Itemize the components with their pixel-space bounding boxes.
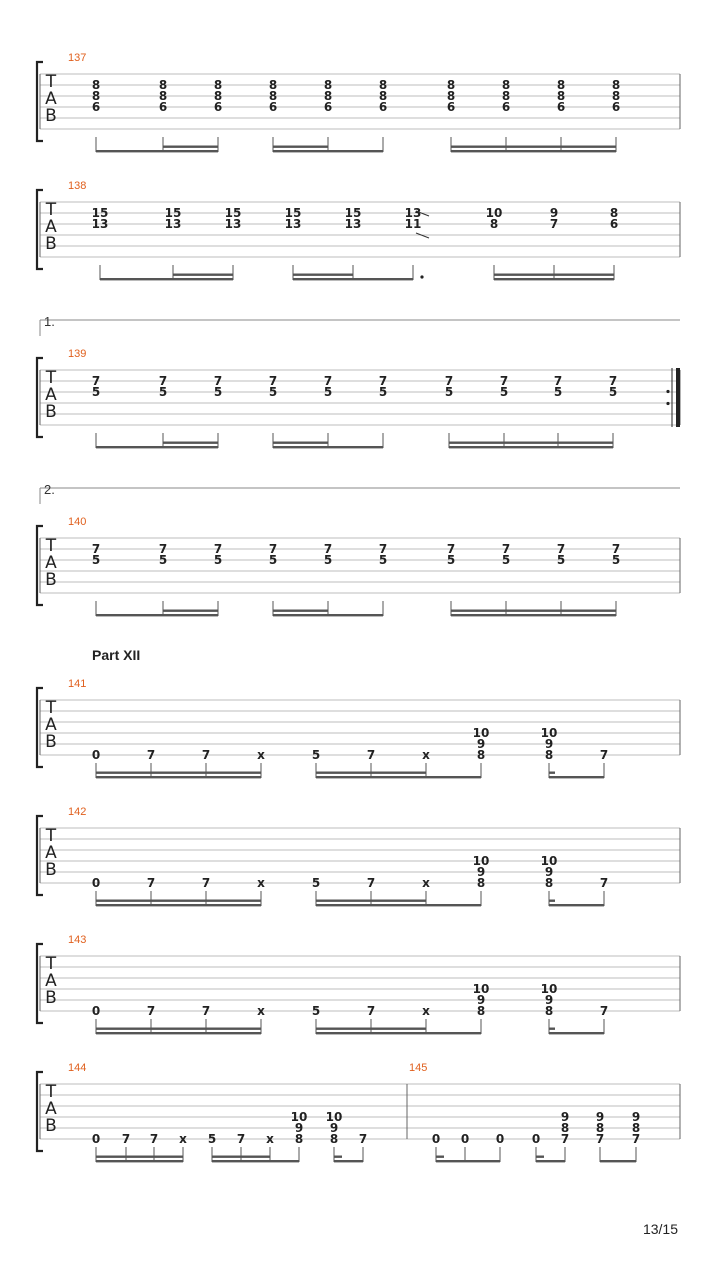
fret-number: 0 bbox=[531, 1132, 541, 1146]
tab-clef-t: T bbox=[45, 826, 57, 846]
fret-number: 7 bbox=[611, 542, 621, 556]
fret-number: 6 bbox=[556, 100, 566, 114]
beam bbox=[451, 150, 616, 152]
fret-number: 8 bbox=[91, 78, 101, 92]
fret-number: 13 bbox=[91, 217, 109, 231]
tab-clef-b: B bbox=[45, 732, 57, 752]
fret-number: 9 bbox=[294, 1121, 304, 1135]
fret-number: 6 bbox=[158, 100, 168, 114]
fret-number: 7 bbox=[146, 876, 156, 890]
beam bbox=[212, 1160, 299, 1162]
measure-number: 140 bbox=[68, 516, 87, 528]
fret-number: 8 bbox=[631, 1121, 641, 1135]
fret-number: 8 bbox=[560, 1121, 570, 1135]
fret-number: 7 bbox=[599, 1004, 609, 1018]
beam bbox=[600, 1160, 636, 1162]
measure-number: 139 bbox=[68, 348, 87, 360]
fret-number: 7 bbox=[560, 1132, 570, 1146]
beam bbox=[549, 776, 604, 778]
fret-number: 8 bbox=[501, 89, 511, 103]
fret-number: 7 bbox=[358, 1132, 368, 1146]
tab-clef-b: B bbox=[45, 860, 57, 880]
beam bbox=[100, 278, 233, 280]
fret-number: 5 bbox=[444, 385, 454, 399]
fret-number: 0 bbox=[91, 1132, 101, 1146]
sub-beam bbox=[273, 610, 328, 612]
fret-number: 7 bbox=[378, 374, 388, 388]
beam bbox=[436, 1160, 500, 1162]
fret-number: 10 bbox=[472, 726, 490, 740]
fret-number: 5 bbox=[499, 385, 509, 399]
fret-number: 6 bbox=[611, 100, 621, 114]
fret-number: 7 bbox=[121, 1132, 131, 1146]
fret-number: 5 bbox=[323, 385, 333, 399]
fret-number: 7 bbox=[446, 542, 456, 556]
fret-number: 7 bbox=[213, 374, 223, 388]
fret-number: 8 bbox=[268, 78, 278, 92]
fret-number: x bbox=[422, 876, 430, 890]
fret-number: 8 bbox=[544, 876, 554, 890]
fret-number: 7 bbox=[91, 374, 101, 388]
fret-number: 5 bbox=[158, 553, 168, 567]
fret-number: 5 bbox=[446, 553, 456, 567]
fret-number: 8 bbox=[158, 89, 168, 103]
sub-beam bbox=[449, 442, 613, 444]
fret-number: 5 bbox=[91, 385, 101, 399]
beam bbox=[96, 446, 218, 448]
measure-number: 143 bbox=[68, 934, 87, 946]
fret-number: 8 bbox=[329, 1132, 339, 1146]
fret-number: 7 bbox=[444, 374, 454, 388]
fret-number: 7 bbox=[201, 876, 211, 890]
fret-number: 7 bbox=[366, 1004, 376, 1018]
fret-number: 5 bbox=[378, 553, 388, 567]
fret-number: 7 bbox=[268, 374, 278, 388]
fret-number: 8 bbox=[476, 876, 486, 890]
fret-number: 5 bbox=[556, 553, 566, 567]
beam bbox=[549, 904, 604, 906]
fret-number: 0 bbox=[460, 1132, 470, 1146]
fret-number: 0 bbox=[431, 1132, 441, 1146]
tab-clef-b: B bbox=[45, 402, 57, 422]
fret-number: 7 bbox=[323, 374, 333, 388]
fret-number: 7 bbox=[201, 748, 211, 762]
fret-number: 5 bbox=[611, 553, 621, 567]
fret-number: 7 bbox=[201, 1004, 211, 1018]
fret-number: 5 bbox=[91, 553, 101, 567]
sub-beam bbox=[96, 1028, 261, 1030]
tab-clef-b: B bbox=[45, 106, 57, 126]
fret-number: x bbox=[266, 1132, 274, 1146]
beam bbox=[316, 776, 481, 778]
measure-number: 137 bbox=[68, 52, 87, 64]
fret-number: 0 bbox=[495, 1132, 505, 1146]
sub-beam bbox=[536, 1156, 544, 1158]
fret-number: 7 bbox=[553, 374, 563, 388]
beam bbox=[273, 150, 383, 152]
sub-beam bbox=[212, 1156, 270, 1158]
beam bbox=[451, 614, 616, 616]
fret-number: 8 bbox=[476, 1004, 486, 1018]
repeat-thick-bar bbox=[676, 368, 680, 427]
beam bbox=[293, 278, 413, 280]
fret-number: 8 bbox=[294, 1132, 304, 1146]
beam bbox=[96, 1032, 261, 1034]
repeat-dot bbox=[666, 402, 669, 405]
tab-clef-a: A bbox=[45, 553, 57, 573]
fret-number: 7 bbox=[556, 542, 566, 556]
fret-number: 9 bbox=[544, 865, 554, 879]
sub-beam bbox=[273, 146, 328, 148]
fret-number: 15 bbox=[344, 206, 362, 220]
page-number: 13/15 bbox=[642, 1221, 678, 1237]
beam bbox=[316, 1032, 481, 1034]
fret-number: 5 bbox=[213, 553, 223, 567]
fret-number: 6 bbox=[609, 217, 619, 231]
fret-number: 5 bbox=[158, 385, 168, 399]
beam bbox=[273, 614, 383, 616]
sub-beam bbox=[316, 1028, 426, 1030]
tab-system bbox=[37, 52, 680, 152]
fret-number: x bbox=[257, 876, 265, 890]
tab-clef-t: T bbox=[45, 72, 57, 92]
sub-beam bbox=[436, 1156, 444, 1158]
tab-clef-t: T bbox=[45, 536, 57, 556]
fret-number: x bbox=[257, 748, 265, 762]
fret-number: 8 bbox=[91, 89, 101, 103]
fret-number: 8 bbox=[213, 78, 223, 92]
sub-beam bbox=[549, 1028, 555, 1030]
fret-number: 9 bbox=[476, 737, 486, 751]
fret-number: 5 bbox=[311, 748, 321, 762]
beam bbox=[494, 278, 614, 280]
sub-beam bbox=[96, 900, 261, 902]
sub-beam bbox=[316, 772, 426, 774]
fret-number: 0 bbox=[91, 876, 101, 890]
fret-number: 13 bbox=[344, 217, 362, 231]
fret-number: 6 bbox=[213, 100, 223, 114]
fret-number: 8 bbox=[268, 89, 278, 103]
fret-number: 5 bbox=[268, 553, 278, 567]
fret-number: 7 bbox=[213, 542, 223, 556]
fret-number: 10 bbox=[290, 1110, 308, 1124]
beam bbox=[96, 150, 218, 152]
volta-label: 2. bbox=[44, 482, 55, 497]
fret-number: 5 bbox=[323, 553, 333, 567]
tab-clef-a: A bbox=[45, 715, 57, 735]
sub-beam bbox=[451, 146, 616, 148]
fret-number: 10 bbox=[472, 854, 490, 868]
beam bbox=[334, 1160, 363, 1162]
sub-beam bbox=[273, 442, 328, 444]
beam bbox=[316, 904, 481, 906]
volta-label: 1. bbox=[44, 314, 55, 329]
tab-clef-t: T bbox=[45, 954, 57, 974]
tab-system bbox=[37, 482, 680, 616]
fret-number: x bbox=[257, 1004, 265, 1018]
fret-number: 13 bbox=[404, 206, 422, 220]
tab-clef-t: T bbox=[45, 1082, 57, 1102]
fret-number: 8 bbox=[501, 78, 511, 92]
tab-system bbox=[37, 1062, 680, 1162]
tab-system bbox=[37, 934, 680, 1034]
sub-beam bbox=[334, 1156, 342, 1158]
measure-number: 141 bbox=[68, 678, 87, 690]
beam bbox=[96, 614, 218, 616]
sub-beam bbox=[451, 610, 616, 612]
beam bbox=[536, 1160, 565, 1162]
fret-number: 0 bbox=[91, 748, 101, 762]
beam bbox=[96, 776, 261, 778]
fret-number: 6 bbox=[378, 100, 388, 114]
tab-clef-t: T bbox=[45, 200, 57, 220]
fret-number: 8 bbox=[595, 1121, 605, 1135]
tab-clef-a: A bbox=[45, 89, 57, 109]
fret-number: 6 bbox=[446, 100, 456, 114]
sub-beam bbox=[549, 772, 555, 774]
fret-number: 7 bbox=[236, 1132, 246, 1146]
fret-number: 7 bbox=[501, 542, 511, 556]
beam bbox=[273, 446, 383, 448]
fret-number: 8 bbox=[323, 89, 333, 103]
sub-beam bbox=[163, 442, 218, 444]
fret-number: 13 bbox=[284, 217, 302, 231]
fret-number: 8 bbox=[556, 89, 566, 103]
fret-number: 9 bbox=[544, 993, 554, 1007]
fret-number: 9 bbox=[476, 993, 486, 1007]
sub-beam bbox=[163, 146, 218, 148]
fret-number: 5 bbox=[608, 385, 618, 399]
fret-number: 9 bbox=[595, 1110, 605, 1124]
repeat-dot bbox=[666, 390, 669, 393]
fret-number: 11 bbox=[404, 217, 422, 231]
fret-number: 0 bbox=[91, 1004, 101, 1018]
fret-number: 15 bbox=[224, 206, 242, 220]
fret-number: 6 bbox=[268, 100, 278, 114]
fret-number: 5 bbox=[311, 876, 321, 890]
sub-beam bbox=[293, 274, 353, 276]
fret-number: 5 bbox=[501, 553, 511, 567]
fret-number: 8 bbox=[544, 748, 554, 762]
fret-number: 13 bbox=[224, 217, 242, 231]
fret-number: 10 bbox=[485, 206, 503, 220]
tab-clef-b: B bbox=[45, 1116, 57, 1136]
fret-number: x bbox=[422, 748, 430, 762]
fret-number: 7 bbox=[499, 374, 509, 388]
fret-number: 7 bbox=[608, 374, 618, 388]
tab-system bbox=[37, 806, 680, 906]
fret-number: 7 bbox=[549, 217, 559, 231]
fret-number: 8 bbox=[544, 1004, 554, 1018]
dot-mark bbox=[420, 275, 423, 278]
fret-number: 15 bbox=[164, 206, 182, 220]
beam bbox=[96, 1160, 183, 1162]
fret-number: 7 bbox=[599, 748, 609, 762]
tab-system bbox=[37, 180, 680, 280]
fret-number: 8 bbox=[446, 89, 456, 103]
measure-number: 142 bbox=[68, 806, 87, 818]
tab-clef-t: T bbox=[45, 368, 57, 388]
fret-number: 8 bbox=[611, 78, 621, 92]
fret-number: 7 bbox=[158, 542, 168, 556]
fret-number: 7 bbox=[91, 542, 101, 556]
fret-number: 8 bbox=[446, 78, 456, 92]
fret-number: 15 bbox=[284, 206, 302, 220]
fret-number: 9 bbox=[329, 1121, 339, 1135]
fret-number: 7 bbox=[268, 542, 278, 556]
fret-number: 8 bbox=[323, 78, 333, 92]
tab-system bbox=[37, 678, 680, 778]
fret-number: 15 bbox=[91, 206, 109, 220]
tab-clef-a: A bbox=[45, 843, 57, 863]
fret-number: x bbox=[422, 1004, 430, 1018]
fret-number: 8 bbox=[213, 89, 223, 103]
fret-number: 7 bbox=[366, 748, 376, 762]
fret-number: 8 bbox=[609, 206, 619, 220]
tab-clef-b: B bbox=[45, 988, 57, 1008]
tab-clef-a: A bbox=[45, 385, 57, 405]
fret-number: 7 bbox=[149, 1132, 159, 1146]
beam bbox=[549, 1032, 604, 1034]
tab-clef-b: B bbox=[45, 570, 57, 590]
measure-number: 138 bbox=[68, 180, 87, 192]
fret-number: 13 bbox=[164, 217, 182, 231]
sub-beam bbox=[96, 772, 261, 774]
sub-beam bbox=[163, 610, 218, 612]
fret-number: 7 bbox=[378, 542, 388, 556]
fret-number: 7 bbox=[595, 1132, 605, 1146]
fret-number: 7 bbox=[158, 374, 168, 388]
fret-number: 8 bbox=[489, 217, 499, 231]
fret-number: 10 bbox=[325, 1110, 343, 1124]
fret-number: 5 bbox=[207, 1132, 217, 1146]
fret-number: 9 bbox=[631, 1110, 641, 1124]
fret-number: 8 bbox=[476, 748, 486, 762]
fret-number: 5 bbox=[268, 385, 278, 399]
fret-number: x bbox=[179, 1132, 187, 1146]
tab-clef-a: A bbox=[45, 971, 57, 991]
fret-number: 7 bbox=[146, 1004, 156, 1018]
tab-system bbox=[37, 314, 680, 448]
tab-clef-a: A bbox=[45, 217, 57, 237]
fret-number: 8 bbox=[611, 89, 621, 103]
tab-clef-t: T bbox=[45, 698, 57, 718]
fret-number: 7 bbox=[599, 876, 609, 890]
sub-beam bbox=[316, 900, 426, 902]
fret-number: 9 bbox=[560, 1110, 570, 1124]
fret-number: 7 bbox=[631, 1132, 641, 1146]
tab-clef-b: B bbox=[45, 234, 57, 254]
measure-number: 144 bbox=[68, 1062, 87, 1074]
fret-number: 6 bbox=[501, 100, 511, 114]
sub-beam bbox=[494, 274, 614, 276]
part-label: Part XII bbox=[92, 647, 141, 663]
fret-number: 8 bbox=[158, 78, 168, 92]
fret-number: 8 bbox=[378, 89, 388, 103]
measure-number: 145 bbox=[409, 1062, 428, 1074]
fret-number: 7 bbox=[323, 542, 333, 556]
beam bbox=[96, 904, 261, 906]
sub-beam bbox=[173, 274, 233, 276]
fret-number: 5 bbox=[553, 385, 563, 399]
sub-beam bbox=[549, 900, 555, 902]
fret-number: 6 bbox=[323, 100, 333, 114]
fret-number: 8 bbox=[556, 78, 566, 92]
fret-number: 5 bbox=[213, 385, 223, 399]
fret-number: 9 bbox=[476, 865, 486, 879]
sub-beam bbox=[96, 1156, 183, 1158]
beam bbox=[449, 446, 613, 448]
fret-number: 9 bbox=[544, 737, 554, 751]
tab-clef-a: A bbox=[45, 1099, 57, 1119]
fret-number: 5 bbox=[378, 385, 388, 399]
fret-number: 7 bbox=[146, 748, 156, 762]
fret-number: 10 bbox=[472, 982, 490, 996]
fret-number: 5 bbox=[311, 1004, 321, 1018]
fret-number: 9 bbox=[549, 206, 559, 220]
fret-number: 10 bbox=[540, 726, 558, 740]
fret-number: 10 bbox=[540, 854, 558, 868]
fret-number: 6 bbox=[91, 100, 101, 114]
fret-number: 8 bbox=[378, 78, 388, 92]
fret-number: 7 bbox=[366, 876, 376, 890]
fret-number: 10 bbox=[540, 982, 558, 996]
